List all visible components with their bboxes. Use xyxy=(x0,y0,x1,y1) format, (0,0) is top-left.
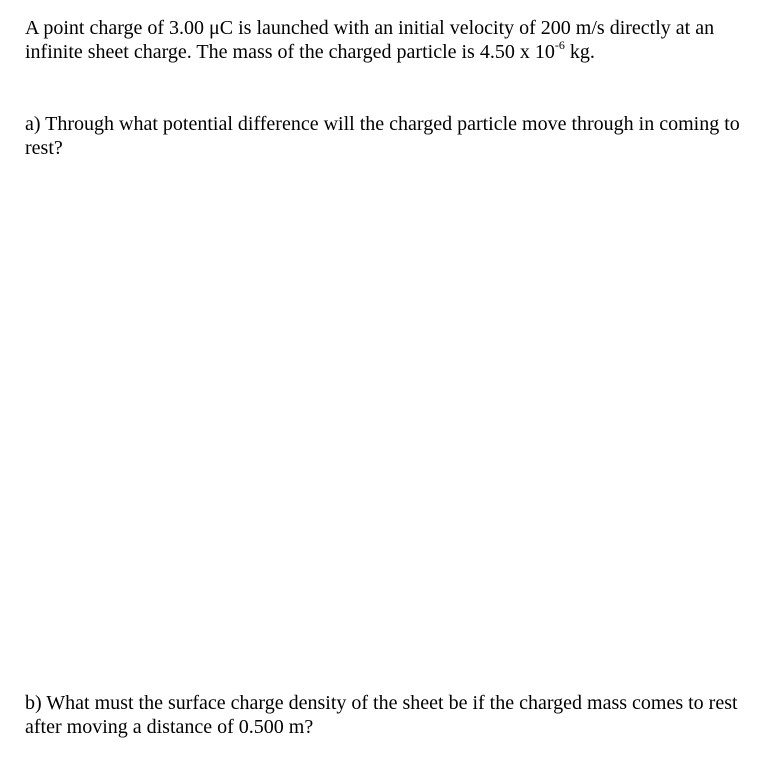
mass-unit-text: kg. xyxy=(564,41,595,63)
mass-exponent: -6 xyxy=(554,38,565,53)
problem-statement xyxy=(25,16,755,64)
question-a: a) Through what potential difference will the charged particle move through in coming to rest? xyxy=(25,113,740,159)
problem-statement-text: A point charge of 3.00 μC is launched with an initial velocity of 200 m/s directly at an infinite sheet charge. The mass of the charged particle is 4.50 x 10 xyxy=(25,17,715,63)
question-b: b) What must the surface charge density of the sheet be if the charged mass comes to rest after moving a distance of 0.500 m? xyxy=(25,692,738,738)
